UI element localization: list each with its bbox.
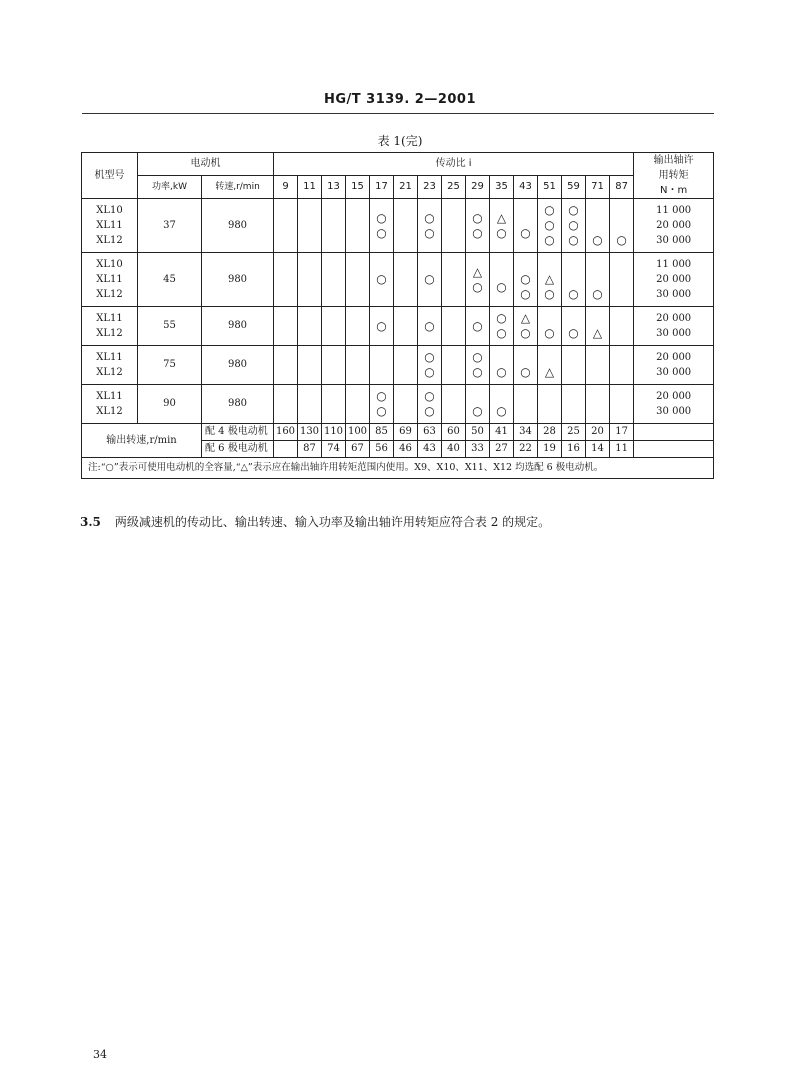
circle-symbol: ○ <box>376 225 387 240</box>
circle-symbol: ○ <box>544 233 555 247</box>
ratio-cell <box>394 199 418 253</box>
ratio-cell <box>562 307 586 346</box>
ratio-cell <box>514 199 538 253</box>
ratio-cell <box>466 307 490 346</box>
circle-symbol: ○ <box>520 287 531 301</box>
circle-symbol: ○ <box>568 203 579 217</box>
ratio-cell <box>370 307 394 346</box>
torque-value: 30 000 <box>656 406 692 417</box>
ratio-cell <box>346 199 370 253</box>
ratio-cell <box>538 253 562 307</box>
clause-text: 两级减速机的传动比、输出转速、输入功率及输出轴许用转矩应符合表 2 的规定。 <box>114 515 551 529</box>
ratio-cell <box>610 385 634 424</box>
ratio-cell <box>274 307 298 346</box>
blank-symbol <box>490 265 513 280</box>
blank-symbol <box>490 389 513 404</box>
model-cell <box>82 253 138 307</box>
ratio-cell <box>586 346 610 385</box>
torque-cell <box>634 385 714 424</box>
output-speed-value: 28 <box>538 424 562 441</box>
ratio-cell <box>586 307 610 346</box>
output-speed-value: 100 <box>346 424 370 441</box>
circle-symbol: ○ <box>568 233 579 247</box>
output-speed-value: 69 <box>394 424 418 441</box>
torque-value: 30 000 <box>656 235 692 246</box>
circle-symbol: ○ <box>520 326 531 340</box>
speed-cell: 980 <box>202 385 274 424</box>
output-speed-value: 46 <box>394 441 418 458</box>
circle-symbol: ○ <box>496 365 507 379</box>
model-name: XL10 <box>96 259 123 270</box>
header-rule <box>82 113 714 114</box>
ratio-cell <box>442 385 466 424</box>
ratio-cell <box>586 385 610 424</box>
page-number: 34 <box>93 1048 107 1061</box>
output-speed-value: 56 <box>370 441 394 458</box>
circle-symbol: ○ <box>472 365 483 379</box>
circle-symbol: ○ <box>592 233 603 247</box>
ratio-cell <box>514 346 538 385</box>
ratio-value: 43 <box>514 176 538 199</box>
output-speed-value <box>274 441 298 458</box>
note-row <box>82 458 714 479</box>
spec-table <box>81 152 714 479</box>
torque-value: 30 000 <box>656 328 692 339</box>
ratio-cell <box>370 199 394 253</box>
output-speed-value: 87 <box>298 441 322 458</box>
output-speed-value: 63 <box>418 424 442 441</box>
blank-symbol <box>514 211 537 226</box>
ratio-cell <box>346 307 370 346</box>
ratio-cell <box>322 346 346 385</box>
triangle-symbol: △ <box>592 326 603 340</box>
ratio-cell <box>322 307 346 346</box>
circle-symbol: ○ <box>472 404 483 418</box>
power-cell: 55 <box>138 307 202 346</box>
circle-symbol: ○ <box>424 389 435 403</box>
circle-symbol: ○ <box>424 225 435 240</box>
ratio-cell <box>538 199 562 253</box>
output-speed-value: 22 <box>514 441 538 458</box>
output-speed-value: 40 <box>442 441 466 458</box>
output-speed-value: 33 <box>466 441 490 458</box>
ratio-value: 17 <box>370 176 394 199</box>
blank-symbol <box>562 257 585 272</box>
model-name: XL10 <box>96 205 123 216</box>
ratio-cell <box>274 199 298 253</box>
output-speed-value: 43 <box>418 441 442 458</box>
model-cell <box>82 199 138 253</box>
ratio-cell <box>610 199 634 253</box>
circle-symbol: ○ <box>424 318 435 333</box>
ratio-value: 11 <box>298 176 322 199</box>
circle-symbol: ○ <box>520 365 531 379</box>
blank-symbol <box>610 203 633 218</box>
circle-symbol: ○ <box>496 326 507 340</box>
model-name: XL11 <box>96 352 123 363</box>
circle-symbol: ○ <box>472 210 483 225</box>
circle-symbol: ○ <box>424 350 435 364</box>
ratio-cell <box>490 199 514 253</box>
blank-symbol <box>490 350 513 365</box>
ratio-cell <box>610 346 634 385</box>
ratio-header: 传动比 i <box>274 153 634 176</box>
blank-symbol <box>538 350 561 365</box>
blank-symbol <box>586 311 609 326</box>
output-speed-value: 41 <box>490 424 514 441</box>
torque-value: 20 000 <box>656 391 692 402</box>
torque-cell <box>634 346 714 385</box>
ratio-cell <box>322 199 346 253</box>
torque-header <box>634 153 714 199</box>
circle-symbol: ○ <box>496 279 507 294</box>
torque-value: 11 000 <box>656 259 692 270</box>
ratio-cell <box>538 307 562 346</box>
output-speed-value: 74 <box>322 441 346 458</box>
ratio-value: 35 <box>490 176 514 199</box>
circle-symbol: ○ <box>592 287 603 301</box>
ratio-cell <box>274 385 298 424</box>
ratio-cell <box>418 307 442 346</box>
ratio-cell <box>322 253 346 307</box>
model-group-row <box>82 385 714 424</box>
blank-symbol <box>610 218 633 233</box>
output-speed-value: 110 <box>322 424 346 441</box>
ratio-cell <box>514 253 538 307</box>
torque-header-line: 输出轴许 <box>653 155 694 166</box>
model-name: XL12 <box>96 289 123 300</box>
model-name: XL12 <box>96 406 123 417</box>
ratio-cell <box>466 253 490 307</box>
table-caption: 表 1(完) <box>377 134 423 148</box>
clause-number: 3.5 <box>80 515 101 529</box>
speed-cell: 980 <box>202 253 274 307</box>
circle-symbol: ○ <box>568 218 579 232</box>
standard-header: HG/T 3139. 2—2001 <box>323 92 477 107</box>
blank-symbol <box>586 272 609 287</box>
output-speed-value: 130 <box>298 424 322 441</box>
ratio-cell <box>418 385 442 424</box>
pole-label: 配 6 极电动机 <box>202 441 274 458</box>
ratio-cell <box>562 346 586 385</box>
ratio-value: 13 <box>322 176 346 199</box>
ratio-cell <box>370 385 394 424</box>
ratio-cell <box>346 385 370 424</box>
circle-symbol: ○ <box>376 389 387 403</box>
blank-symbol <box>586 218 609 233</box>
torque-blank-cell <box>634 441 714 458</box>
model-name: XL11 <box>96 391 123 402</box>
model-group-row <box>82 307 714 346</box>
circle-symbol: ○ <box>544 218 555 232</box>
ratio-cell <box>538 346 562 385</box>
circle-symbol: ○ <box>376 272 387 286</box>
ratio-cell <box>418 199 442 253</box>
ratio-value: 29 <box>466 176 490 199</box>
ratio-cell <box>610 307 634 346</box>
output-speed-value: 14 <box>586 441 610 458</box>
circle-symbol: ○ <box>568 287 579 301</box>
torque-blank-cell <box>634 424 714 441</box>
output-speed-value: 60 <box>442 424 466 441</box>
circle-symbol: ○ <box>520 272 531 286</box>
circle-symbol: ○ <box>544 326 555 340</box>
ratio-cell <box>394 307 418 346</box>
model-name: XL11 <box>96 220 123 231</box>
power-cell: 75 <box>138 346 202 385</box>
output-speed-value: 67 <box>346 441 370 458</box>
torque-value: 20 000 <box>656 274 692 285</box>
speed-cell: 980 <box>202 346 274 385</box>
model-cell <box>82 385 138 424</box>
ratio-cell <box>298 199 322 253</box>
torque-cell <box>634 307 714 346</box>
ratio-cell <box>466 346 490 385</box>
circle-symbol: ○ <box>424 272 435 286</box>
torque-value: 30 000 <box>656 289 692 300</box>
ratio-cell <box>586 199 610 253</box>
circle-symbol: ○ <box>472 225 483 240</box>
ratio-cell <box>514 307 538 346</box>
model-group-row <box>82 346 714 385</box>
ratio-value: 21 <box>394 176 418 199</box>
triangle-symbol: △ <box>496 210 507 225</box>
ratio-value: 25 <box>442 176 466 199</box>
ratio-value: 59 <box>562 176 586 199</box>
circle-symbol: ○ <box>496 311 507 325</box>
triangle-symbol: △ <box>544 365 555 379</box>
ratio-cell <box>442 253 466 307</box>
ratio-cell <box>466 385 490 424</box>
triangle-symbol: △ <box>472 264 483 279</box>
power-cell: 45 <box>138 253 202 307</box>
torque-value: 20 000 <box>656 313 692 324</box>
clause-3-5 <box>80 513 550 530</box>
output-speed-value: 160 <box>274 424 298 441</box>
ratio-cell <box>298 307 322 346</box>
model-cell <box>82 307 138 346</box>
circle-symbol: ○ <box>544 287 555 301</box>
model-name: XL12 <box>96 235 123 246</box>
model-name: XL12 <box>96 328 123 339</box>
ratio-cell <box>538 385 562 424</box>
output-speed-value: 85 <box>370 424 394 441</box>
circle-symbol: ○ <box>472 350 483 364</box>
ratio-cell <box>442 307 466 346</box>
ratio-cell <box>322 385 346 424</box>
ratio-cell <box>370 253 394 307</box>
ratio-cell <box>298 346 322 385</box>
blank-symbol <box>466 389 489 404</box>
ratio-cell <box>514 385 538 424</box>
ratio-value: 15 <box>346 176 370 199</box>
model-cell <box>82 346 138 385</box>
model-name: XL12 <box>96 367 123 378</box>
ratio-cell <box>394 346 418 385</box>
ratio-cell <box>562 199 586 253</box>
circle-symbol: ○ <box>616 233 627 247</box>
power-header: 功率,kW <box>138 176 202 199</box>
speed-cell: 980 <box>202 199 274 253</box>
ratio-value: 71 <box>586 176 610 199</box>
ratio-cell <box>562 385 586 424</box>
ratio-cell <box>490 385 514 424</box>
ratio-cell <box>562 253 586 307</box>
model-group-row <box>82 253 714 307</box>
triangle-symbol: △ <box>520 311 531 325</box>
ratio-cell <box>298 385 322 424</box>
model-name: XL11 <box>96 313 123 324</box>
ratio-cell <box>610 253 634 307</box>
blank-symbol <box>562 272 585 287</box>
pole-label: 配 4 极电动机 <box>202 424 274 441</box>
blank-symbol <box>514 350 537 365</box>
blank-symbol <box>586 257 609 272</box>
output-speed-value: 11 <box>610 441 634 458</box>
output-speed-value: 34 <box>514 424 538 441</box>
torque-cell <box>634 253 714 307</box>
torque-value: 11 000 <box>656 205 692 216</box>
torque-value: 20 000 <box>656 220 692 231</box>
circle-symbol: ○ <box>496 404 507 418</box>
ratio-value: 9 <box>274 176 298 199</box>
output-speed-value: 19 <box>538 441 562 458</box>
torque-header-line: N・m <box>660 185 688 196</box>
triangle-symbol: △ <box>544 272 555 286</box>
circle-symbol: ○ <box>376 404 387 418</box>
ratio-cell <box>490 346 514 385</box>
table-note: 注:“○”表示可使用电动机的全容量,“△”表示应在输出轴许用转矩范围内使用。X9、X10、X11、X12 均选配 6 极电动机。 <box>82 458 714 479</box>
ratio-cell <box>394 385 418 424</box>
output-speed-value: 17 <box>610 424 634 441</box>
torque-cell <box>634 199 714 253</box>
ratio-value: 23 <box>418 176 442 199</box>
circle-symbol: ○ <box>496 225 507 240</box>
blank-symbol <box>538 311 561 326</box>
ratio-cell <box>490 253 514 307</box>
power-cell: 90 <box>138 385 202 424</box>
ratio-cell <box>274 346 298 385</box>
blank-symbol <box>514 257 537 272</box>
output-speed-value: 16 <box>562 441 586 458</box>
ratio-cell <box>586 253 610 307</box>
blank-symbol <box>538 257 561 272</box>
torque-header-line: 用转矩 <box>658 170 689 181</box>
output-speed-value: 20 <box>586 424 610 441</box>
ratio-value: 87 <box>610 176 634 199</box>
ratio-cell <box>442 199 466 253</box>
torque-value: 20 000 <box>656 352 692 363</box>
circle-symbol: ○ <box>472 318 483 333</box>
model-group-row <box>82 199 714 253</box>
ratio-cell <box>394 253 418 307</box>
model-header: 机型号 <box>82 153 138 199</box>
circle-symbol: ○ <box>424 365 435 379</box>
output-speed-value: 25 <box>562 424 586 441</box>
output-speed-label: 输出转速,r/min <box>82 424 202 458</box>
ratio-cell <box>346 346 370 385</box>
circle-symbol: ○ <box>376 210 387 225</box>
circle-symbol: ○ <box>376 318 387 333</box>
circle-symbol: ○ <box>544 203 555 217</box>
torque-value: 30 000 <box>656 367 692 378</box>
motor-header: 电动机 <box>138 153 274 176</box>
circle-symbol: ○ <box>568 326 579 340</box>
output-speed-value: 27 <box>490 441 514 458</box>
ratio-cell <box>466 199 490 253</box>
circle-symbol: ○ <box>424 404 435 418</box>
output-speed-value: 50 <box>466 424 490 441</box>
circle-symbol: ○ <box>520 225 531 240</box>
blank-symbol <box>586 203 609 218</box>
ratio-cell <box>298 253 322 307</box>
power-cell: 37 <box>138 199 202 253</box>
ratio-cell <box>418 253 442 307</box>
ratio-cell <box>418 346 442 385</box>
ratio-cell <box>274 253 298 307</box>
circle-symbol: ○ <box>472 279 483 294</box>
ratio-cell <box>370 346 394 385</box>
output-speed-row <box>82 424 714 441</box>
ratio-cell <box>442 346 466 385</box>
speed-header: 转速,r/min <box>202 176 274 199</box>
ratio-value: 51 <box>538 176 562 199</box>
blank-symbol <box>562 311 585 326</box>
circle-symbol: ○ <box>424 210 435 225</box>
ratio-cell <box>346 253 370 307</box>
speed-cell: 980 <box>202 307 274 346</box>
model-name: XL11 <box>96 274 123 285</box>
ratio-cell <box>490 307 514 346</box>
